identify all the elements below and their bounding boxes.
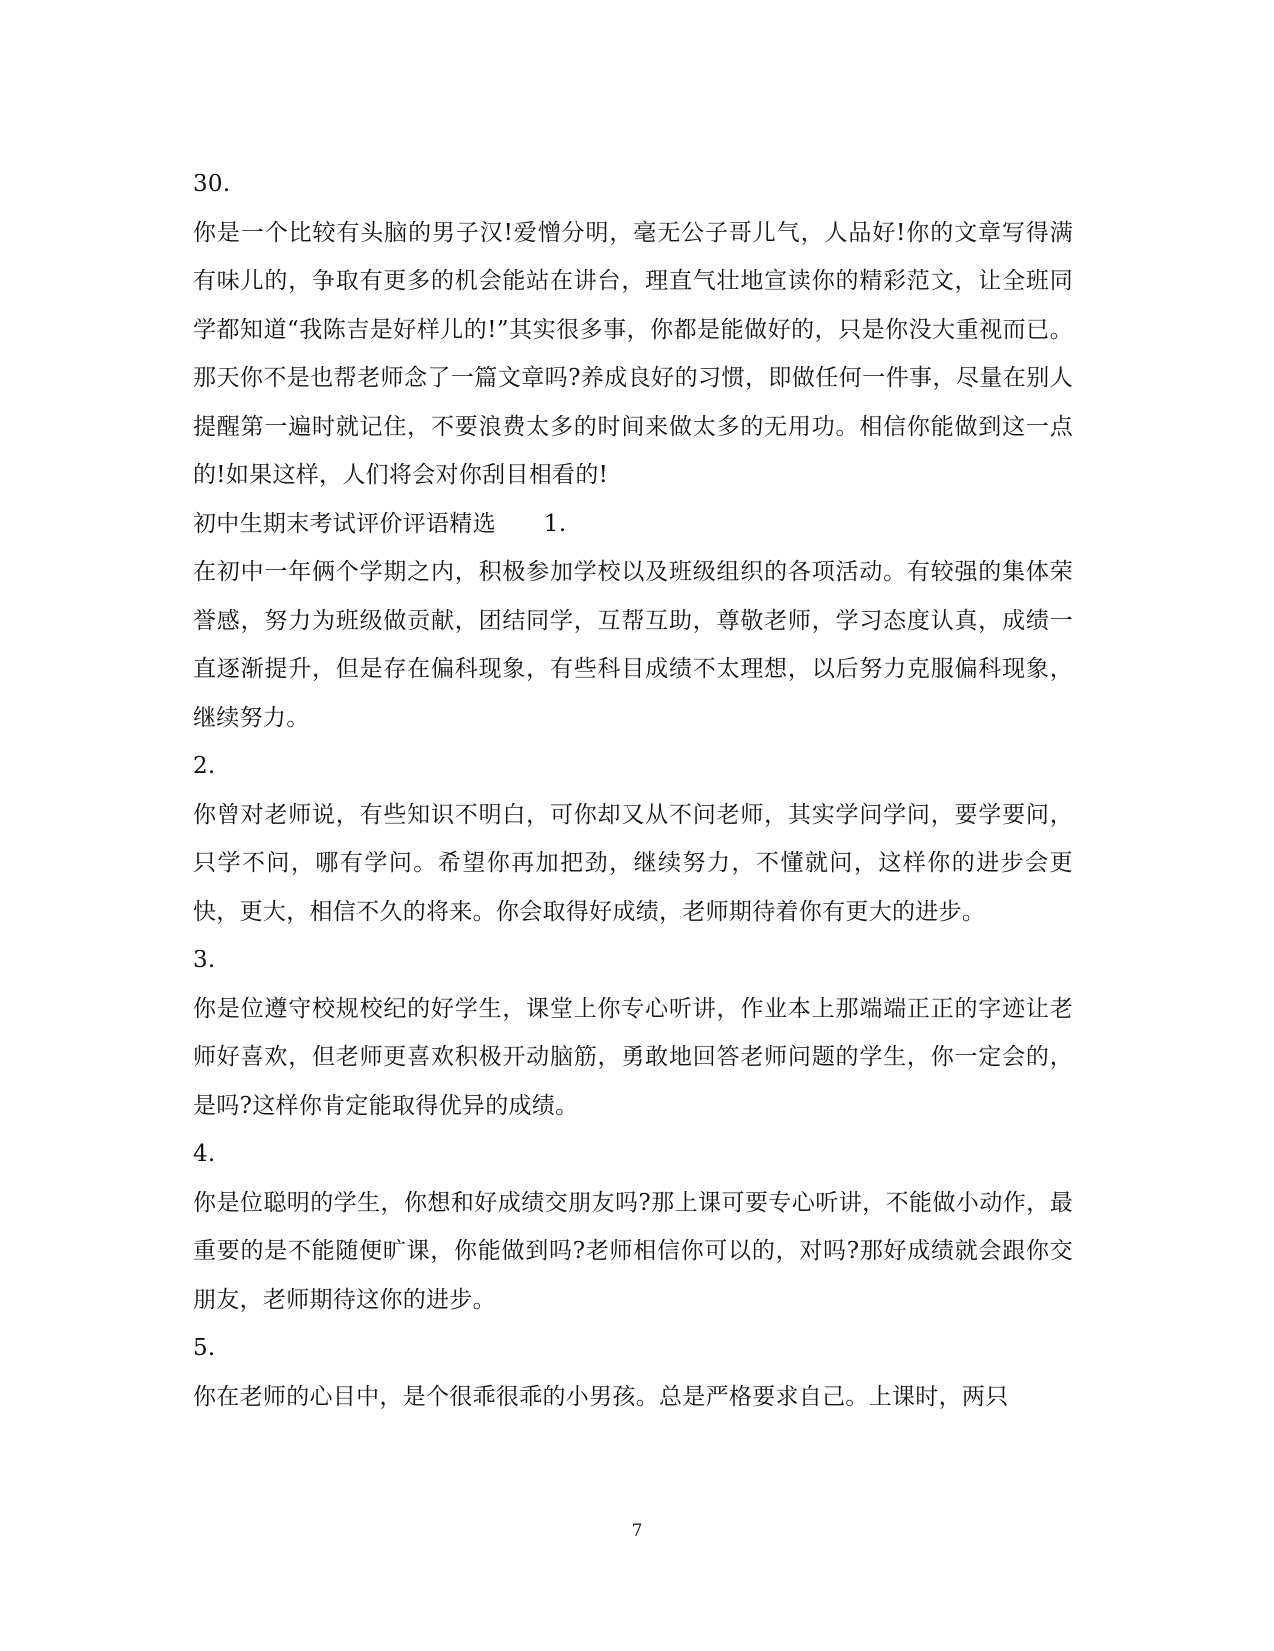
- item-number-5: 5.: [193, 1335, 216, 1361]
- paragraph-1: 在初中一年俩个学期之内，积极参加学校以及班级组织的各项活动。有较强的集体荣誉感，努力为班级做贡献，团结同学，互帮互助，尊敬老师，学习态度认真，成绩一直逐渐提升，但是存在偏科现象，有些科目成绩不太理想，以后努力克服偏科现象，继续努力。: [193, 559, 1073, 731]
- document-body: [193, 160, 1073, 1421]
- item-number-30: 30.: [193, 171, 231, 197]
- item-number-1: 1.: [543, 510, 567, 537]
- paragraph-5: 你在老师的心目中，是个很乖很乖的小男孩。总是严格要求自己。上课时，两只: [193, 1383, 1009, 1410]
- section-title: 初中生期末考试评价评语精选: [193, 510, 496, 537]
- item-number-4: 4.: [193, 1141, 216, 1167]
- paragraph-3: 你是位遵守校规校纪的好学生，课堂上你专心听讲，作业本上那端端正正的字迹让老师好喜欢，但老师更喜欢积极开动脑筋，勇敢地回答老师问题的学生，你一定会的，是吗?这样你肯定能取得优异的成绩。: [193, 995, 1073, 1119]
- paragraph-4: 你是位聪明的学生，你想和好成绩交朋友吗?那上课可要专心听讲，不能做小动作，最重要的是不能随便旷课，你能做到吗?老师相信你可以的，对吗?那好成绩就会跟你交朋友，老师期待这你的进步。: [193, 1189, 1073, 1313]
- page-number: 7: [631, 1521, 643, 1541]
- paragraph-30: 你是一个比较有头脑的男子汉!爱憎分明，毫无公子哥儿气，人品好!你的文章写得满有味儿的，争取有更多的机会能站在讲台，理直气壮地宣读你的精彩范文，让全班同学都知道“我陈吉是好样儿的!”其实很多事，你都是能做好的，只是你没大重视而已。那天你不是也帮老师念了一篇文章吗?养成良好的习惯，即做任何一件事，尽量在别人提醒第一遍时就记住，不要浪费太多的时间来做太多的无用功。相信你能做到这一点的!如果这样，人们将会对你刮目相看的!: [193, 219, 1073, 488]
- paragraph-2: 你曾对老师说，有些知识不明白，可你却又从不问老师，其实学问学问，要学要问，只学不问，哪有学问。希望你再加把劲，继续努力，不懂就问，这样你的进步会更快，更大，相信不久的将来。你会取得好成绩，老师期待着你有更大的进步。: [193, 801, 1073, 925]
- section-heading: [193, 500, 1073, 549]
- item-number-3: 3.: [193, 947, 216, 973]
- item-number-2: 2.: [193, 753, 216, 779]
